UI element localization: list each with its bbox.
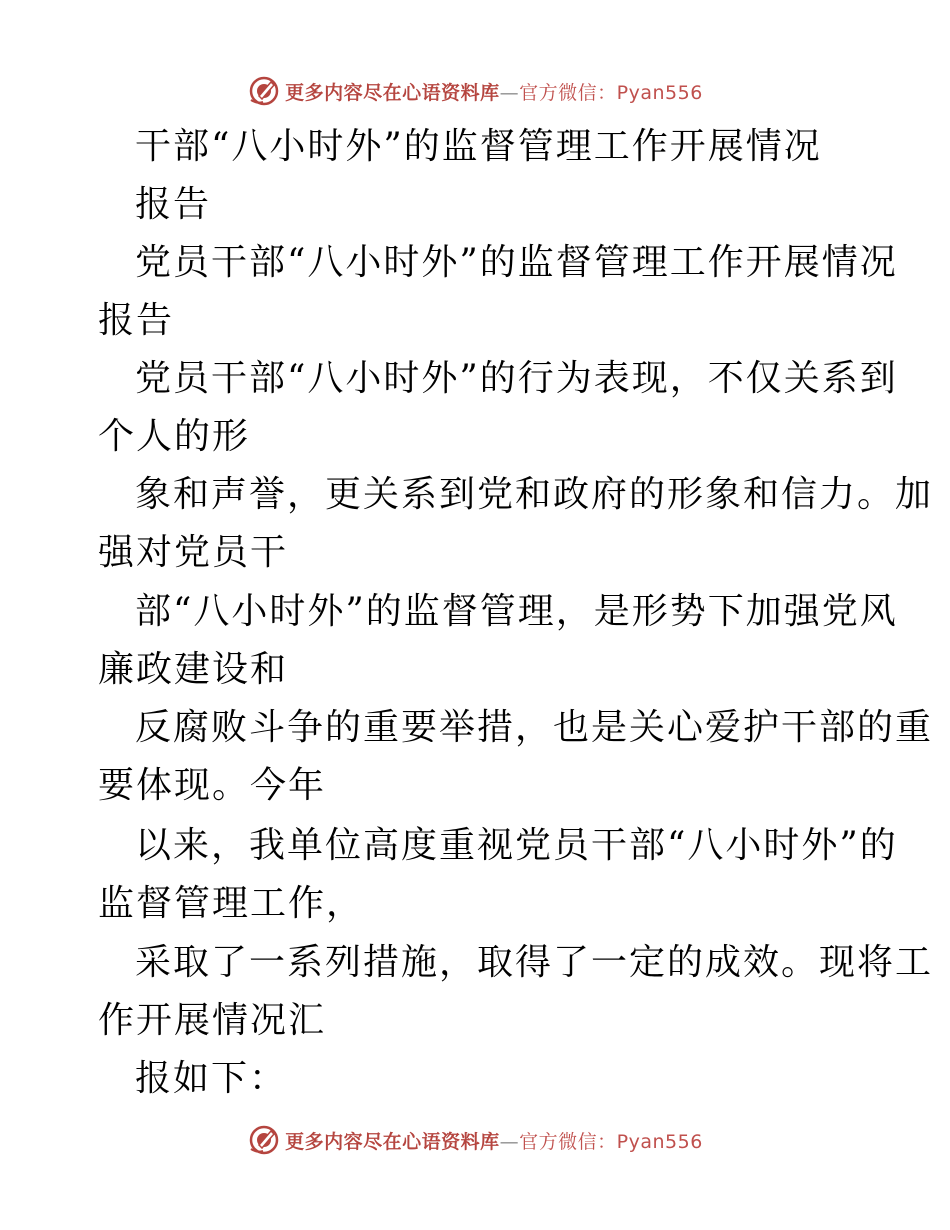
watermark-contact: 官方微信：Pyan556 <box>519 1130 703 1153</box>
watermark-separator: — <box>499 1130 520 1153</box>
text-line: 采取了一系列措施，取得了一定的成效。现将工 <box>135 942 934 983</box>
text-line: 部“八小时外”的监督管理，是形势下加强党风 <box>135 591 898 632</box>
text-line: 报告 <box>98 300 175 341</box>
text-line: 党员干部“八小时外”的行为表现，不仅关系到 <box>135 358 898 399</box>
watermark-separator: — <box>499 81 520 104</box>
watermark-contact: 官方微信：Pyan556 <box>519 81 703 104</box>
text-line: 反腐败斗争的重要举措，也是关心爱护干部的重 <box>135 707 934 748</box>
text-line: 作开展情况汇 <box>98 1000 327 1041</box>
text-line: 党员干部“八小时外”的监督管理工作开展情况 <box>135 242 898 283</box>
text-line: 监督管理工作， <box>98 883 365 924</box>
text-line: 报如下： <box>135 1058 288 1099</box>
watermark-main: 更多内容尽在心语资料库 <box>285 1130 500 1153</box>
footer-watermark <box>0 1120 950 1160</box>
text-line: 报告 <box>135 184 212 225</box>
pen-logo-icon <box>247 1123 281 1157</box>
text-line: 个人的形 <box>98 416 251 457</box>
text-line: 干部“八小时外”的监督管理工作开展情况 <box>135 126 822 167</box>
text-line: 要体现。今年 <box>98 765 327 806</box>
text-line: 以来，我单位高度重视党员干部“八小时外”的 <box>135 825 898 866</box>
text-line: 象和声誉，更关系到党和政府的形象和信力。加 <box>135 474 934 515</box>
watermark-main: 更多内容尽在心语资料库 <box>285 81 500 104</box>
text-line: 强对党员干 <box>98 532 289 573</box>
text-line: 廉政建设和 <box>98 649 289 690</box>
watermark-text <box>285 1127 703 1154</box>
